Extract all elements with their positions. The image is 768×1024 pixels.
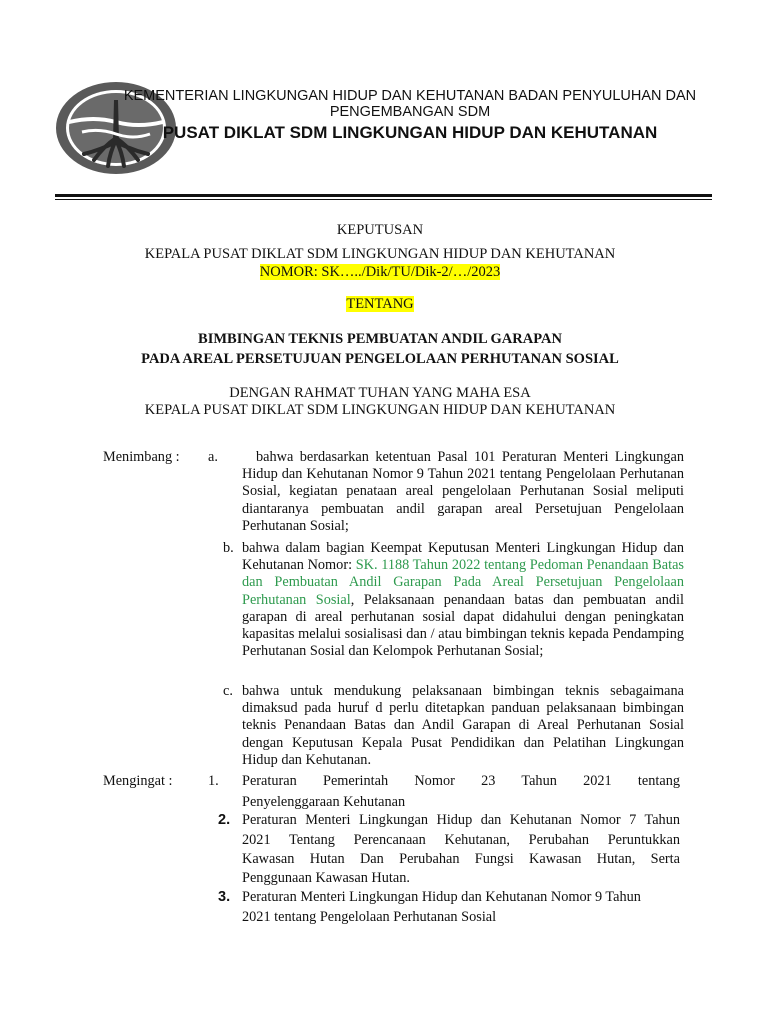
decision-heading: KEPUTUSAN <box>336 222 424 238</box>
header-ministry-line: KEMENTERIAN LINGKUNGAN HIDUP DAN KEHUTANAN BADAN PENYULUHAN DAN <box>123 88 697 104</box>
recalling-item-1-line-1: Peraturan Pemerintah Nomor 23 Tahun 2021 tentang <box>242 773 680 789</box>
decision-number: NOMOR: SK…../Dik/TU/Dik-2/…/2023 <box>259 264 501 280</box>
about-heading: TENTANG <box>346 296 414 312</box>
recalling-number-3: 3. <box>218 889 231 905</box>
recalling-number-1: 1. <box>208 773 219 789</box>
recalling-item-1-line-2: Penyelenggaraan Kehutanan <box>242 794 406 810</box>
considering-marker-a: a. <box>208 449 218 465</box>
considering-item-c: bahwa untuk mendukung pelaksanaan bimbingan teknis sebagaimana dimaksud pada huruf d perlu ditetapkan panduan pelaksanaan bimbingan teknis Penandaan Batas dan Andil Garapan di Areal Perhutanan Sosial dengan Keputusan Kepala Pusat Pendidikan dan Pelatihan Lingkungan Hidup dan Kehutanan. <box>242 683 684 768</box>
invocation-line: DENGAN RAHMAT TUHAN YANG MAHA ESA <box>229 385 531 401</box>
header-agency-line: PENGEMBANGAN SDM <box>329 104 491 120</box>
recalling-item-2-line-3: Kawasan Hutan Dan Perubahan Fungsi Kawasan Hutan, Serta <box>242 851 680 867</box>
recalling-item-3-line-1: Peraturan Menteri Lingkungan Hidup dan Kehutanan Nomor 9 Tahun <box>242 889 641 905</box>
header-rule-thick <box>55 194 712 197</box>
header-rule-thin <box>55 199 712 200</box>
considering-marker-c: c. <box>223 683 233 699</box>
considering-marker-b: b. <box>223 540 234 556</box>
decision-issuer: KEPALA PUSAT DIKLAT SDM LINGKUNGAN HIDUP DAN KEHUTANAN <box>144 246 616 262</box>
recalling-item-2-line-4: Penggunaan Kawasan Hutan. <box>242 870 410 886</box>
regulation-reference-link[interactable]: SK. 1188 Tahun 2022 tentang Pedoman Penandaan Batas dan Pembuatan Andil Garapan Pada Areal Persetujuan Pengelolaan Perhutanan Sosial <box>242 557 684 608</box>
recalling-item-2-line-1: Peraturan Menteri Lingkungan Hidup dan Kehutanan Nomor 7 Tahun <box>242 812 680 828</box>
recalling-item-3-line-2: 2021 tentang Pengelolaan Perhutanan Sosial <box>242 909 497 925</box>
recalling-number-2: 2. <box>218 812 231 828</box>
issuer-line: KEPALA PUSAT DIKLAT SDM LINGKUNGAN HIDUP DAN KEHUTANAN <box>144 402 616 418</box>
header-institution-name: PUSAT DIKLAT SDM LINGKUNGAN HIDUP DAN KEHUTANAN <box>162 123 658 142</box>
subject-line-2: PADA AREAL PERSETUJUAN PENGELOLAAN PERHUTANAN SOSIAL <box>141 351 619 367</box>
considering-item-b: bahwa dalam bagian Keempat Keputusan Menteri Lingkungan Hidup dan Kehutanan Nomor: SK. 1188 Tahun 2022 tentang Pedoman Penandaan Batas dan Pembuatan Andil Garapan Pada Areal Persetujuan Pengelolaan Perhutanan Sosial, Pelaksanaan penandaan batas dan pembuatan andil garapan di areal perhutanan sosial dapat didahului dengan peningkatan kapasitas melalui sosialisasi dan / atau bimbingan teknis kepada Pendamping Perhutanan Sosial dan Kelompok Perhutanan Sosial; <box>242 540 684 660</box>
considering-label: Menimbang : <box>103 449 180 465</box>
recalling-item-2-line-2: 2021 Tentang Perencanaan Kehutanan, Perubahan Peruntukkan <box>242 832 680 848</box>
recalling-label: Mengingat : <box>103 773 173 789</box>
subject-line-1: BIMBINGAN TEKNIS PEMBUATAN ANDIL GARAPAN <box>198 331 562 347</box>
considering-item-a: bahwa berdasarkan ketentuan Pasal 101 Peraturan Menteri Lingkungan Hidup dan Kehutanan Nomor 9 Tahun 2021 tentang Pengelolaan Perhutanan Sosial, kegiatan penataan areal pengelolaan Perhutanan Sosial meliputi diantaranya pembuatan andil garapan areal Persetujuan Pengelolaan Perhutanan Sosial; <box>242 449 684 534</box>
